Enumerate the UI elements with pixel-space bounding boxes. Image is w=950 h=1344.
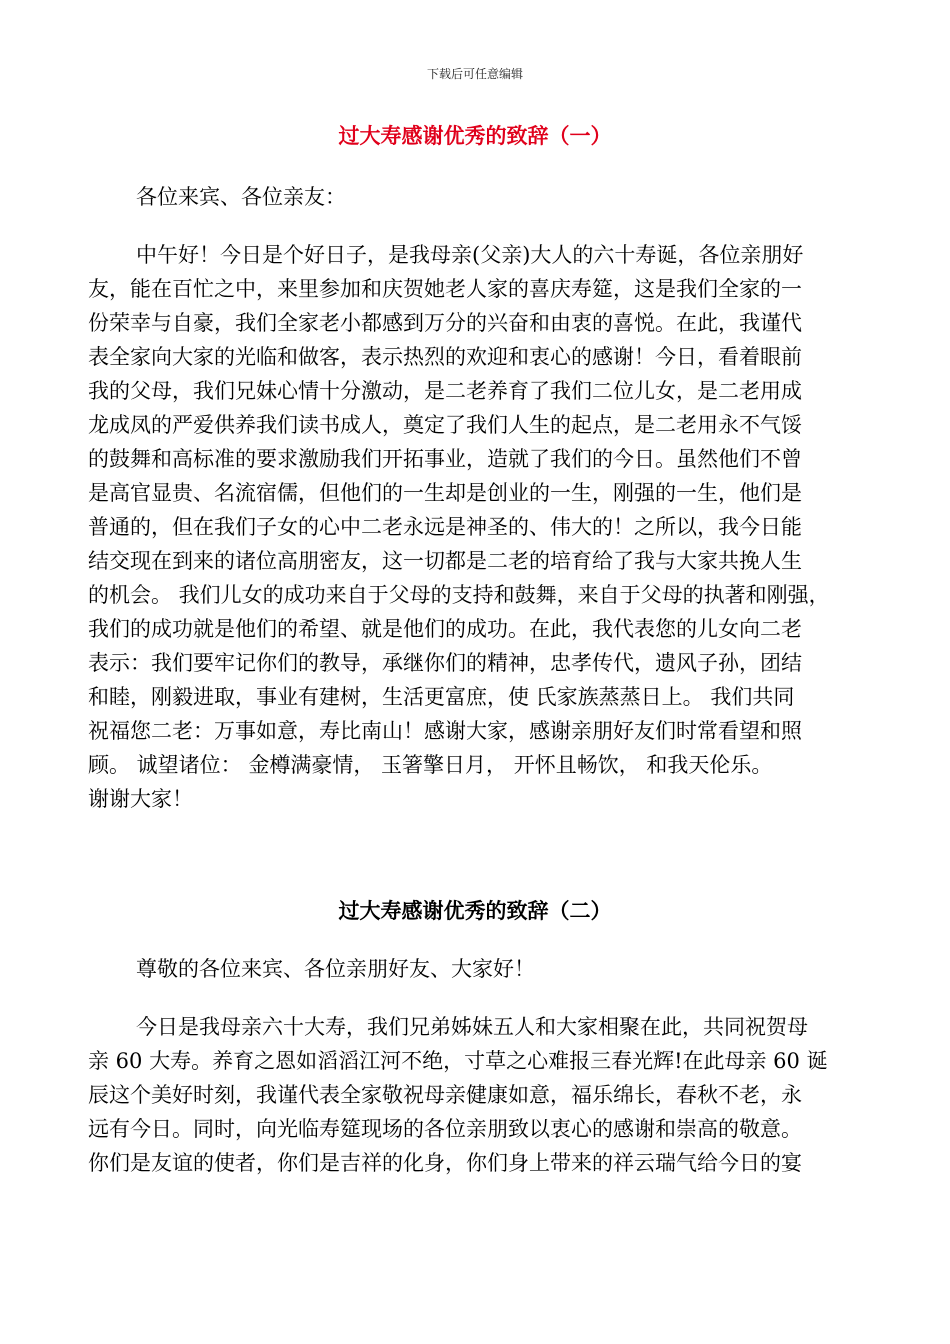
body-line: 是高官显贵、名流宿儒，但他们的一生却是创业的一生，刚强的一生，他们是 <box>88 481 802 505</box>
body-line: 顾。 诚望诸位： 金樽满豪情， 玉箸擎日月， 开怀且畅饮， 和我天伦乐。 <box>88 753 773 777</box>
body-line: 远有今日。同时，向光临寿筵现场的各位亲朋致以衷心的感谢和崇高的敬意。 <box>88 1117 802 1141</box>
section1-greeting <box>88 180 868 214</box>
body-line: 和睦，刚毅进取，事业有建树，生活更富庶，使 氏家族蒸蒸日上。 我们共同 <box>88 685 795 709</box>
body-line: 表示：我们要牢记你们的教导，承继你们的精神，忠孝传代，遗风子孙，团结 <box>88 651 802 675</box>
body-line: 我们的成功就是他们的希望、就是他们的成功。在此，我代表您的儿女向二老 <box>88 617 802 641</box>
body-line: 友，能在百忙之中，来里参加和庆贺她老人家的喜庆寿筵，这是我们全家的一 <box>88 277 802 301</box>
body-line: 谢谢大家！ <box>88 787 193 811</box>
body-line: 中午好！今日是个好日子，是我母亲(父亲)大人的六十寿诞，各位亲朋好 <box>136 243 804 267</box>
body-line: 的机会。 我们儿女的成功来自于父母的支持和鼓舞，来自于父母的执著和刚强， <box>88 583 830 607</box>
body-line: 普通的，但在我们子女的心中二老永远是神圣的、伟大的！之所以，我今日能 <box>88 515 802 539</box>
greeting-line: 各位来宾、各位亲友： <box>136 185 346 209</box>
body-line: 今日是我母亲六十大寿，我们兄弟姊妹五人和大家相聚在此，共同祝贺母 <box>136 1015 808 1039</box>
section2-title: 过大寿感谢优秀的致辞（二） <box>338 898 612 923</box>
section2-greeting <box>88 952 868 986</box>
body-line: 龙成凤的严爱供养我们读书成人，奠定了我们人生的起点，是二老用永不气馁 <box>88 413 802 437</box>
body-line: 的鼓舞和高标准的要求激励我们开拓事业，造就了我们的今日。虽然他们不曾 <box>88 447 802 471</box>
body-line: 份荣幸与自豪，我们全家老小都感到万分的兴奋和由衷的喜悦。在此，我谨代 <box>88 311 802 335</box>
greeting-line: 尊敬的各位来宾、各位亲朋好友、大家好！ <box>136 957 535 981</box>
body-line: 亲 60 大寿。养育之恩如滔滔江河不绝，寸草之心难报三春光辉!在此母亲 60 诞 <box>88 1049 828 1073</box>
body-line: 辰这个美好时刻，我谨代表全家敬祝母亲健康如意，福乐绵长，春秋不老，永 <box>88 1083 802 1107</box>
body-line: 我的父母，我们兄妹心情十分激动，是二老养育了我们二位儿女，是二老用成 <box>88 379 802 403</box>
section1-body <box>88 238 868 816</box>
section2-body <box>88 1010 868 1180</box>
body-line: 表全家向大家的光临和做客，表示热烈的欢迎和衷心的感谢！今日，看着眼前 <box>88 345 802 369</box>
header-note: 下载后可任意编辑 <box>426 67 523 81</box>
body-line: 祝福您二老：万事如意，寿比南山！感谢大家，感谢亲朋好友们时常看望和照 <box>88 719 802 743</box>
body-line: 结交现在到来的诸位高朋密友，这一切都是二老的培育给了我与大家共挽人生 <box>88 549 802 573</box>
body-line: 你们是友谊的使者，你们是吉祥的化身，你们身上带来的祥云瑞气给今日的宴 <box>88 1151 802 1175</box>
section1-title: 过大寿感谢优秀的致辞（一） <box>338 123 612 148</box>
